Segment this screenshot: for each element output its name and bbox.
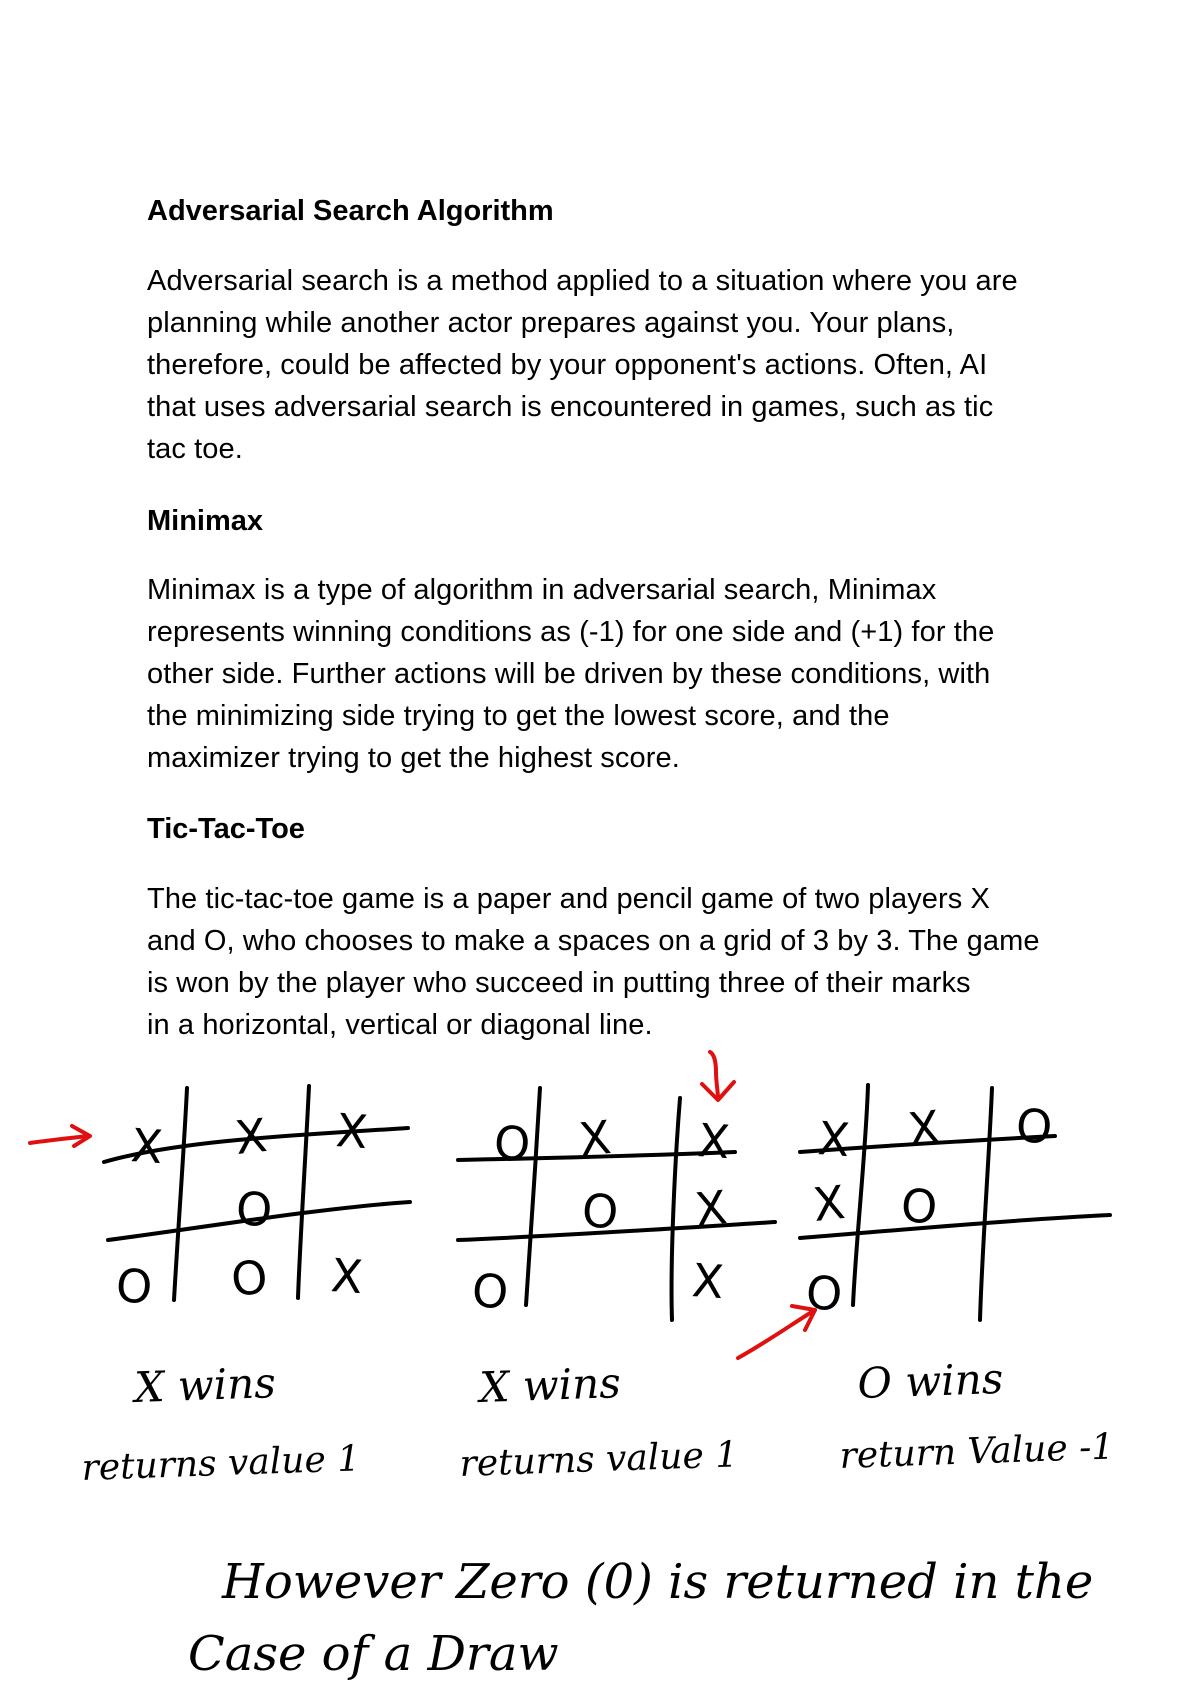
board-1-return-value: returns value 1 [80,1438,361,1489]
red-arrow-down-icon [702,1052,734,1100]
section-heading-tictactoe: Tic-Tac-Toe [147,813,305,845]
board-2-return-value: returns value 1 [458,1434,739,1485]
board-1-cell-1: X [129,1118,165,1175]
board-1-cell-2: X [232,1107,270,1165]
handwritten-note [188,1554,1093,1682]
board-2-cell-2: X [576,1109,614,1167]
board-2-cell-6: X [692,1179,730,1237]
board-3-result: O wins [856,1353,1005,1408]
board-3-cell-3: O [1014,1098,1055,1155]
board-2-cell-9: X [690,1253,726,1310]
note-line-2: Case of a Draw [188,1626,559,1682]
board-3-cell-2: X [905,1099,943,1157]
text-line: maximizer trying to get the highest score. [147,742,680,774]
paragraph-adversarial [147,260,1063,470]
note-line-1: However Zero (0) is returned in the [222,1554,1094,1610]
board-1-cell-9: X [329,1248,365,1305]
text-line: other side. Further actions will be driven by these conditions, with [147,658,991,690]
red-arrow-left-icon [30,1126,90,1146]
board-2-cell-1: O [492,1115,533,1172]
text-line: in a horizontal, vertical or diagonal line. [147,1009,653,1041]
text-line: Minimax is a type of algorithm in adversarial search, Minimax [147,574,937,606]
board-2-cell-3: X [696,1113,732,1170]
section-heading-minimax: Minimax [147,505,264,537]
board-1-cell-3: X [334,1103,370,1160]
board-1-grid [104,1086,410,1300]
text-line: is won by the player who succeed in putting three of their marks [147,967,971,999]
text-line: The tic-tac-toe game is a paper and pencil game of two players X [147,883,990,915]
board-3-cell-5: O [899,1178,940,1235]
board-2-cell-7: O [470,1263,511,1320]
board-1-result: X wins [133,1358,277,1412]
text-line: tac toe. [147,433,243,465]
board-2-cell-5: O [580,1183,621,1240]
board-3-cell-7: O [804,1265,845,1322]
board-3-cell-1: X [816,1111,852,1168]
board-3-grid [800,1085,1110,1320]
red-arrow-diagonal-icon [738,1306,815,1358]
section-heading-adversarial: Adversarial Search Algorithm [147,195,554,227]
board-1-cell-5: O [234,1181,275,1238]
board-2-result: X wins [478,1358,622,1412]
board-captions [81,1354,1115,1489]
text-line: and O, who chooses to make a spaces on a grid of 3 by 3. The game [147,925,1040,957]
text-line: therefore, could be affected by your opponent's actions. Often, AI [147,349,988,381]
board-3-return-value: return Value -1 [838,1426,1115,1477]
paragraph-tictactoe [147,878,1063,1046]
board-3-cell-4: X [810,1174,848,1232]
paragraph-minimax [147,569,1063,779]
text-line: that uses adversarial search is encountered in games, such as tic [147,391,994,423]
board-marks [114,1098,1054,1321]
text-line: Adversarial search is a method applied to a situation where you are [147,265,1018,297]
text-line: the minimizing side trying to get the lowest score, and the [147,700,890,732]
board-1-cell-7: O [114,1258,155,1315]
board-2-grid [458,1088,775,1320]
text-line: represents winning conditions as (-1) for one side and (+1) for the [147,616,995,648]
text-line: planning while another actor prepares against you. Your plans, [147,307,955,339]
board-1-cell-8: O [228,1249,271,1307]
